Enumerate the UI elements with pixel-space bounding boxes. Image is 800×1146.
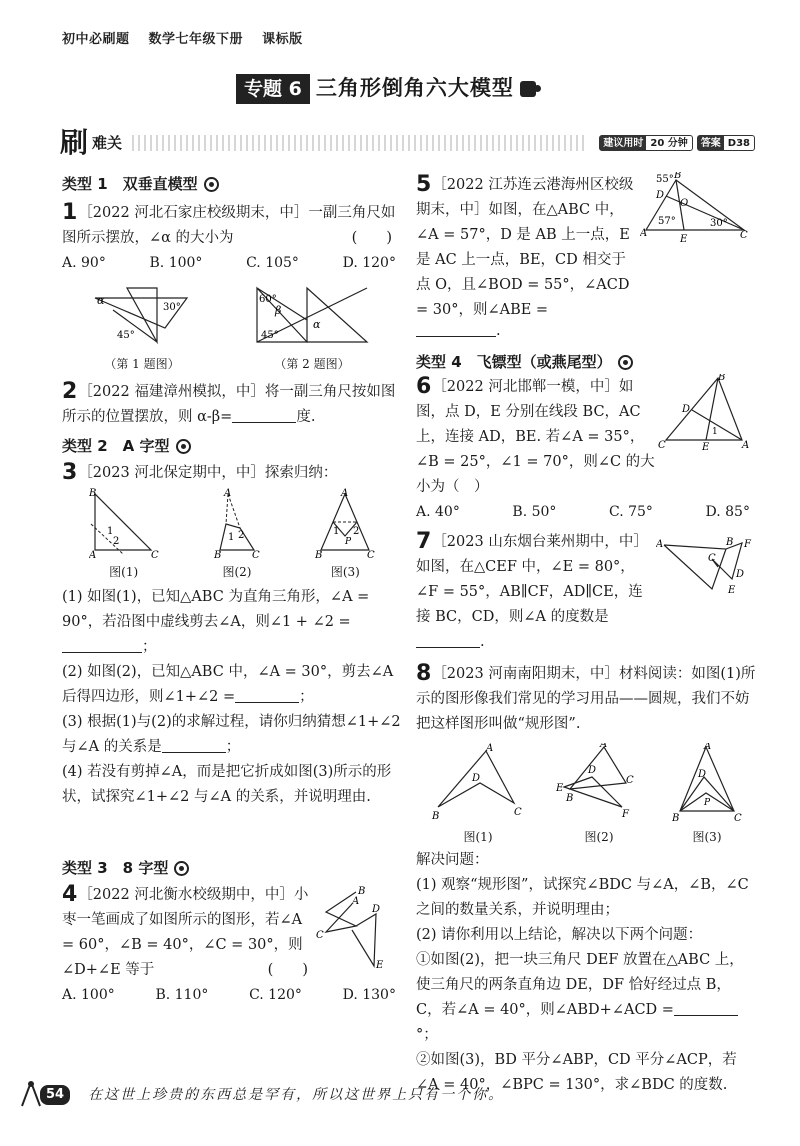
svg-text:57°: 57° bbox=[658, 216, 676, 227]
svg-text:1: 1 bbox=[333, 526, 340, 537]
answer-blank[interactable] bbox=[235, 689, 299, 703]
type-heading-1: 类型 1 双垂直模型 bbox=[62, 172, 402, 196]
running-header bbox=[62, 30, 317, 50]
question-1-options: A. 90° B. 100° C. 105° D. 120° bbox=[62, 255, 396, 271]
svg-text:1: 1 bbox=[712, 427, 718, 437]
svg-text:E: E bbox=[680, 234, 688, 245]
svg-text:D: D bbox=[682, 404, 691, 415]
compass-icon bbox=[18, 1080, 44, 1108]
svg-text:C: C bbox=[150, 550, 159, 558]
question-5-answer: . bbox=[416, 319, 756, 344]
svg-text:D: D bbox=[372, 904, 381, 915]
q8-figures bbox=[416, 743, 756, 846]
time-badge: 建议用时 20 分钟 bbox=[599, 135, 692, 151]
figure-q7 bbox=[656, 529, 752, 655]
type-heading-2: 类型 2 A 字型 bbox=[62, 434, 402, 458]
q8-solve-label: 解决问题： bbox=[416, 852, 489, 868]
svg-text:P: P bbox=[704, 798, 711, 808]
svg-text:C: C bbox=[740, 230, 748, 241]
svg-text:B: B bbox=[726, 537, 734, 548]
svg-text:E: E bbox=[376, 960, 384, 970]
svg-text:A: A bbox=[742, 440, 750, 451]
svg-text:B: B bbox=[88, 488, 97, 499]
answer-blank[interactable] bbox=[416, 634, 480, 648]
answer-blank[interactable] bbox=[416, 323, 496, 337]
decorative-stripes bbox=[132, 135, 585, 151]
q8-sub-4: ②如图(3)，BD 平分∠ABP，CD 平分∠ACP，若∠A = 40°，∠BPC = 130°，求∠BDC 的度数. bbox=[416, 1052, 737, 1093]
question-7: 7［2023 山东烟台莱州期中，中］如图，在△CEF 中，∠E = 80°，∠F = 55°，AB∥CF，AD∥CE，连接 BC，CD，则∠A 的度数是. bbox=[416, 529, 648, 650]
left-column bbox=[62, 172, 402, 1008]
svg-text:A: A bbox=[341, 488, 349, 499]
answer-blank[interactable] bbox=[674, 1002, 738, 1016]
q8-sub-2: (2) 请你利用以上结论，解决以下两个问题： bbox=[416, 927, 703, 943]
section-bar bbox=[60, 128, 755, 158]
svg-text:B: B bbox=[358, 886, 366, 897]
target-icon bbox=[204, 177, 219, 192]
svg-text:A: A bbox=[88, 550, 96, 558]
svg-text:55°: 55° bbox=[656, 174, 674, 185]
page-footer bbox=[18, 1080, 788, 1110]
svg-text:E: E bbox=[728, 585, 736, 596]
svg-text:A: A bbox=[656, 539, 664, 550]
svg-text:β: β bbox=[275, 304, 282, 317]
figure-q8-2: A D E B C F 图(2) bbox=[554, 743, 644, 846]
figure-q1: α 30° 45° （第 1 题图） bbox=[87, 280, 197, 373]
subject-name: 数学七年级下册 bbox=[148, 32, 244, 47]
svg-text:2: 2 bbox=[353, 526, 360, 537]
question-6-wrap bbox=[416, 374, 756, 500]
svg-text:C: C bbox=[708, 553, 716, 564]
svg-text:C: C bbox=[658, 440, 666, 451]
answer-badge: 答案 D38 bbox=[697, 135, 755, 151]
svg-text:C: C bbox=[734, 813, 742, 823]
question-5: 5［2022 江苏连云港海州区校级期末，中］如图，在△ABC 中，∠A = 57°，D 是 AB 上一点，E 是 AC 上一点，BE，CD 相交于点 O，且∠BOD = 55°，∠ACD = 30°，则∠ABE = bbox=[416, 172, 634, 318]
svg-text:C: C bbox=[251, 550, 260, 558]
svg-text:1: 1 bbox=[227, 532, 235, 543]
q8-sub-1: (1) 观察“规形图”，试探究∠BDC 与∠A，∠B，∠C 之间的数量关系，并说明理由； bbox=[416, 877, 749, 918]
svg-text:A: A bbox=[704, 743, 712, 752]
question-4: 4［2022 河北衡水校级期中，中］小枣一笔画成了如图所示的图形，若∠A = 60°，∠B = 40°，∠C = 30°，则∠D+∠E 等于 ( ) bbox=[62, 882, 309, 978]
figure-q6 bbox=[656, 374, 752, 500]
svg-text:45°: 45° bbox=[117, 330, 135, 341]
figure-q3-2: A B C 1 2 图(2) bbox=[213, 488, 260, 579]
puzzle-icon bbox=[520, 81, 536, 97]
question-4-wrap bbox=[62, 880, 402, 983]
svg-text:E: E bbox=[702, 442, 710, 453]
question-6-options: A. 40° B. 50° C. 75° D. 85° bbox=[416, 504, 750, 520]
svg-text:B: B bbox=[672, 813, 680, 823]
series-name: 初中必刷题 bbox=[62, 32, 130, 47]
figure-q8-3: A D P B C 图(3) bbox=[672, 743, 742, 844]
topic-tag: 专题 6 bbox=[236, 74, 310, 104]
q8-sub-3: ①如图(2)，把一块三角尺 DEF 放置在△ABC 上，使三角尺的两条直角边 DE，DF 恰好经过点 B，C，若∠A = 40°，则∠ABD+∠ACD =°； bbox=[416, 952, 744, 1043]
q3-part-1: (1) 如图(1)，已知△ABC 为直角三角形，∠A = 90°，若沿图中虚线剪去∠A，则∠1 + ∠2 = ； bbox=[62, 589, 370, 655]
svg-text:F: F bbox=[622, 809, 629, 820]
svg-text:D: D bbox=[472, 773, 481, 784]
svg-text:D: D bbox=[736, 569, 745, 580]
question-6: 6［2022 河北邯郸一模，中］如图，点 D，E 分别在线段 BC，AC 上，连接 AD，BE. 若∠A = 35°，∠B = 25°，∠1 = 70°，则∠C 的大小为（ ） bbox=[416, 374, 655, 495]
target-icon bbox=[618, 355, 633, 370]
brush-char: 刷 bbox=[60, 126, 89, 159]
target-icon bbox=[176, 439, 191, 454]
question-1: 1［2022 河北石家庄校级期末，中］一副三角尺如图所示摆放，∠α 的大小为 ( ) bbox=[62, 200, 396, 246]
svg-text:D: D bbox=[656, 190, 665, 201]
svg-text:B: B bbox=[566, 793, 574, 804]
svg-text:60°: 60° bbox=[259, 294, 277, 305]
figure-q2: 60° β 45° α （第 2 题图） bbox=[247, 280, 377, 373]
answer-blank[interactable] bbox=[162, 739, 226, 753]
q1-q2-figures bbox=[62, 280, 402, 373]
question-7-wrap bbox=[416, 529, 756, 655]
svg-text:A: A bbox=[223, 488, 232, 499]
type-heading-4: 类型 4 飞镖型（或燕尾型） bbox=[416, 350, 756, 374]
figure-q3-3: A B C 1 2 P 图(3) bbox=[315, 488, 375, 579]
svg-text:P: P bbox=[345, 537, 352, 547]
svg-text:2: 2 bbox=[237, 530, 245, 541]
svg-text:C: C bbox=[367, 550, 375, 558]
svg-text:α: α bbox=[313, 318, 321, 331]
topic-title: 三角形倒角六大模型 bbox=[315, 76, 514, 101]
q3-part-4: (4) 若没有剪掉∠A，而是把它折成如图(3)所示的形状，试探究∠1+∠2 与∠A 的关系，并说明理由. bbox=[62, 764, 392, 805]
svg-text:A: A bbox=[486, 743, 494, 754]
figure-q5 bbox=[640, 172, 750, 323]
answer-blank[interactable] bbox=[232, 409, 296, 423]
difficulty-level: 难关 bbox=[92, 133, 123, 152]
svg-text:D: D bbox=[588, 765, 597, 776]
svg-text:C: C bbox=[316, 930, 324, 941]
target-icon bbox=[174, 861, 189, 876]
svg-text:B: B bbox=[432, 811, 440, 822]
question-3: 3［2023 河北保定期中，中］探索归纳： bbox=[62, 460, 338, 485]
q3-part-2: (2) 如图(2)，已知△ABC 中，∠A = 30°，剪去∠A 后得四边形，则∠1+∠2 = ； bbox=[62, 664, 394, 705]
svg-text:O: O bbox=[680, 198, 689, 209]
type-heading-3: 类型 3 8 字型 bbox=[62, 856, 402, 880]
right-column bbox=[416, 172, 756, 1098]
svg-text:B: B bbox=[213, 550, 222, 558]
figure-q3-1: B A C 1 2 图(1) bbox=[88, 488, 159, 579]
svg-text:30°: 30° bbox=[710, 218, 728, 229]
svg-text:B: B bbox=[718, 374, 726, 383]
svg-text:F: F bbox=[744, 539, 751, 550]
answer-blank[interactable] bbox=[62, 639, 142, 653]
svg-text:45°: 45° bbox=[261, 330, 279, 341]
figure-q8-1: A D B C 图(1) bbox=[432, 743, 522, 844]
svg-text:2: 2 bbox=[112, 536, 120, 547]
svg-text:D: D bbox=[698, 769, 707, 780]
svg-text:B: B bbox=[674, 172, 682, 181]
topic-banner bbox=[236, 74, 536, 104]
question-8: 8［2023 河南南阳期末，中］材料阅读：如图(1)所示的图形像我们常见的学习用品——圆规，我们不妨把这样图形叫做“规形图”. bbox=[416, 661, 756, 732]
svg-text:B: B bbox=[315, 550, 323, 558]
svg-text:α: α bbox=[97, 294, 105, 307]
svg-text:30°: 30° bbox=[163, 302, 181, 313]
footer-quote: 在这世上珍贵的东西总是罕有，所以这世界上只有一个你。 bbox=[88, 1086, 505, 1103]
q3-part-3: (3) 根据(1)与(2)的求解过程，请你归纳猜想∠1+∠2 与∠A 的关系是 ； bbox=[62, 714, 401, 755]
svg-text:A: A bbox=[352, 896, 360, 907]
page-number: 54 bbox=[40, 1085, 70, 1105]
question-2: 2［2022 福建漳州模拟，中］将一副三角尺按如图所示的位置摆放，则 α-β= 度. bbox=[62, 379, 396, 425]
question-5-wrap bbox=[416, 172, 756, 323]
svg-text:C: C bbox=[514, 807, 522, 818]
q3-figures bbox=[62, 488, 402, 581]
svg-text:A: A bbox=[600, 743, 608, 750]
svg-text:C: C bbox=[626, 775, 634, 786]
edition-name: 课标版 bbox=[262, 32, 303, 47]
svg-text:E: E bbox=[556, 783, 564, 794]
svg-text:A: A bbox=[640, 228, 648, 239]
figure-q4 bbox=[312, 880, 392, 983]
svg-text:1: 1 bbox=[106, 526, 114, 537]
question-4-options: A. 100° B. 110° C. 120° D. 130° bbox=[62, 987, 396, 1003]
